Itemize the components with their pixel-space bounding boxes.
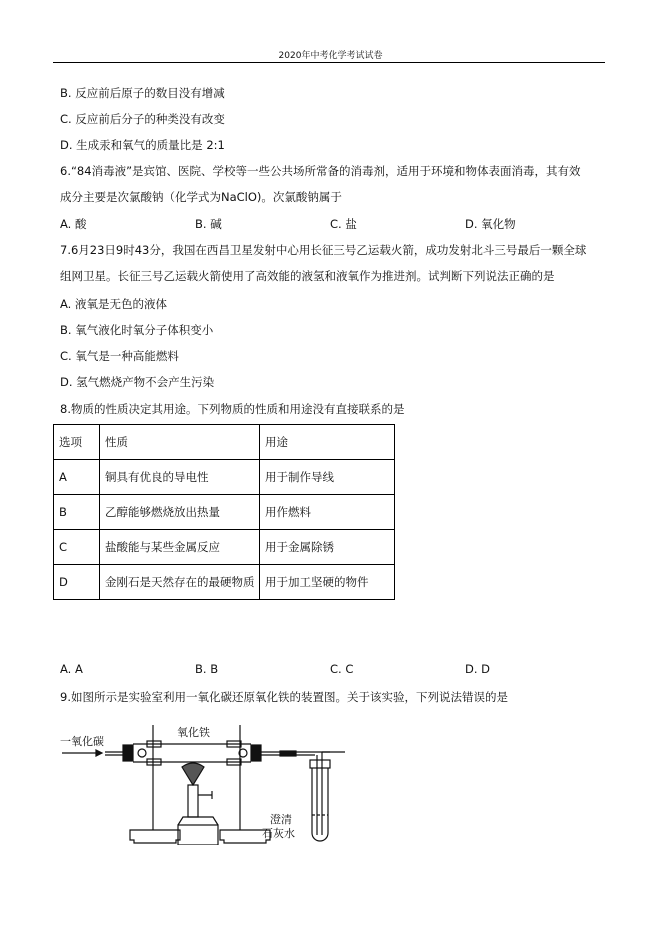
page-header: 2020年中考化学考试试卷 [278, 51, 383, 61]
table-header-cell: 性质 [100, 425, 260, 460]
table-cell: 金刚石是天然存在的最硬物质 [100, 565, 260, 600]
header-rule [53, 62, 605, 63]
table-row [54, 530, 395, 565]
table-cell: 乙醇能够燃烧放出热量 [100, 495, 260, 530]
q5-option-b: B. 反应前后原子的数目没有增减 [60, 86, 225, 100]
table-cell: A [54, 460, 100, 495]
table-row [54, 460, 395, 495]
table-header-cell: 用途 [260, 425, 395, 460]
table-cell: 盐酸能与某些金属反应 [100, 530, 260, 565]
label-iron-oxide: 氧化铁 [177, 726, 210, 739]
label-limewater-1: 澄清 [270, 813, 292, 826]
label-carbon-monoxide: 一氧化碳 [60, 735, 104, 748]
table-cell: 用于金属除锈 [260, 530, 395, 565]
q7-option-d: D. 氢气燃烧产物不会产生污染 [60, 375, 215, 389]
q7-option-a: A. 液氧是无色的液体 [60, 297, 167, 311]
q6-stem-line1: 6.“84消毒液”是宾馆、医院、学校等一些公共场所常备的消毒剂，适用于环境和物体表面消毒，其有效 [60, 164, 581, 178]
q6-option-c: C. 盐 [330, 217, 357, 231]
q8-table [53, 424, 395, 600]
q6-stem-line2: 成分主要是次氯酸钠（化学式为NaClO)。次氯酸钠属于 [60, 190, 342, 204]
table-cell: 用作燃料 [260, 495, 395, 530]
table-cell: C [54, 530, 100, 565]
table-row [54, 565, 395, 600]
table-cell: D [54, 565, 100, 600]
q6-option-b: B. 碱 [195, 217, 222, 231]
table-row [54, 495, 395, 530]
q5-option-d: D. 生成汞和氧气的质量比是 2:1 [60, 138, 225, 152]
q8-option-c: C. C [330, 662, 354, 676]
q7-option-b: B. 氧气液化时氧分子体积变小 [60, 323, 214, 337]
q8-option-d: D. D [465, 662, 491, 676]
q7-option-c: C. 氧气是一种高能燃料 [60, 349, 179, 363]
table-header-row [54, 425, 395, 460]
q6-option-a: A. 酸 [60, 217, 87, 231]
q8-option-b: B. B [195, 662, 219, 676]
table-cell: 用于制作导线 [260, 460, 395, 495]
q7-stem-line2: 组网卫星。长征三号乙运载火箭使用了高效能的液氢和液氧作为推进剂。试判断下列说法正确的是 [60, 269, 555, 283]
table-cell: 铜具有优良的导电性 [100, 460, 260, 495]
q9-apparatus-figure [60, 715, 350, 845]
q6-option-d: D. 氧化物 [465, 217, 516, 231]
table-cell: 用于加工坚硬的物件 [260, 565, 395, 600]
table-cell: B [54, 495, 100, 530]
q9-stem: 9.如图所示是实验室利用一氧化碳还原氧化铁的装置图。关于该实验，下列说法错误的是 [60, 690, 508, 704]
table-header-cell: 选项 [54, 425, 100, 460]
label-limewater-2: 石灰水 [262, 827, 295, 840]
q8-stem: 8.物质的性质决定其用途。下列物质的性质和用途没有直接联系的是 [60, 402, 405, 416]
q5-option-c: C. 反应前后分子的种类没有改变 [60, 112, 225, 126]
q7-stem-line1: 7.6月23日9时43分，我国在西昌卫星发射中心用长征三号乙运载火箭，成功发射北斗三号最后一颗全球 [60, 243, 587, 257]
q8-option-a: A. A [60, 662, 83, 676]
